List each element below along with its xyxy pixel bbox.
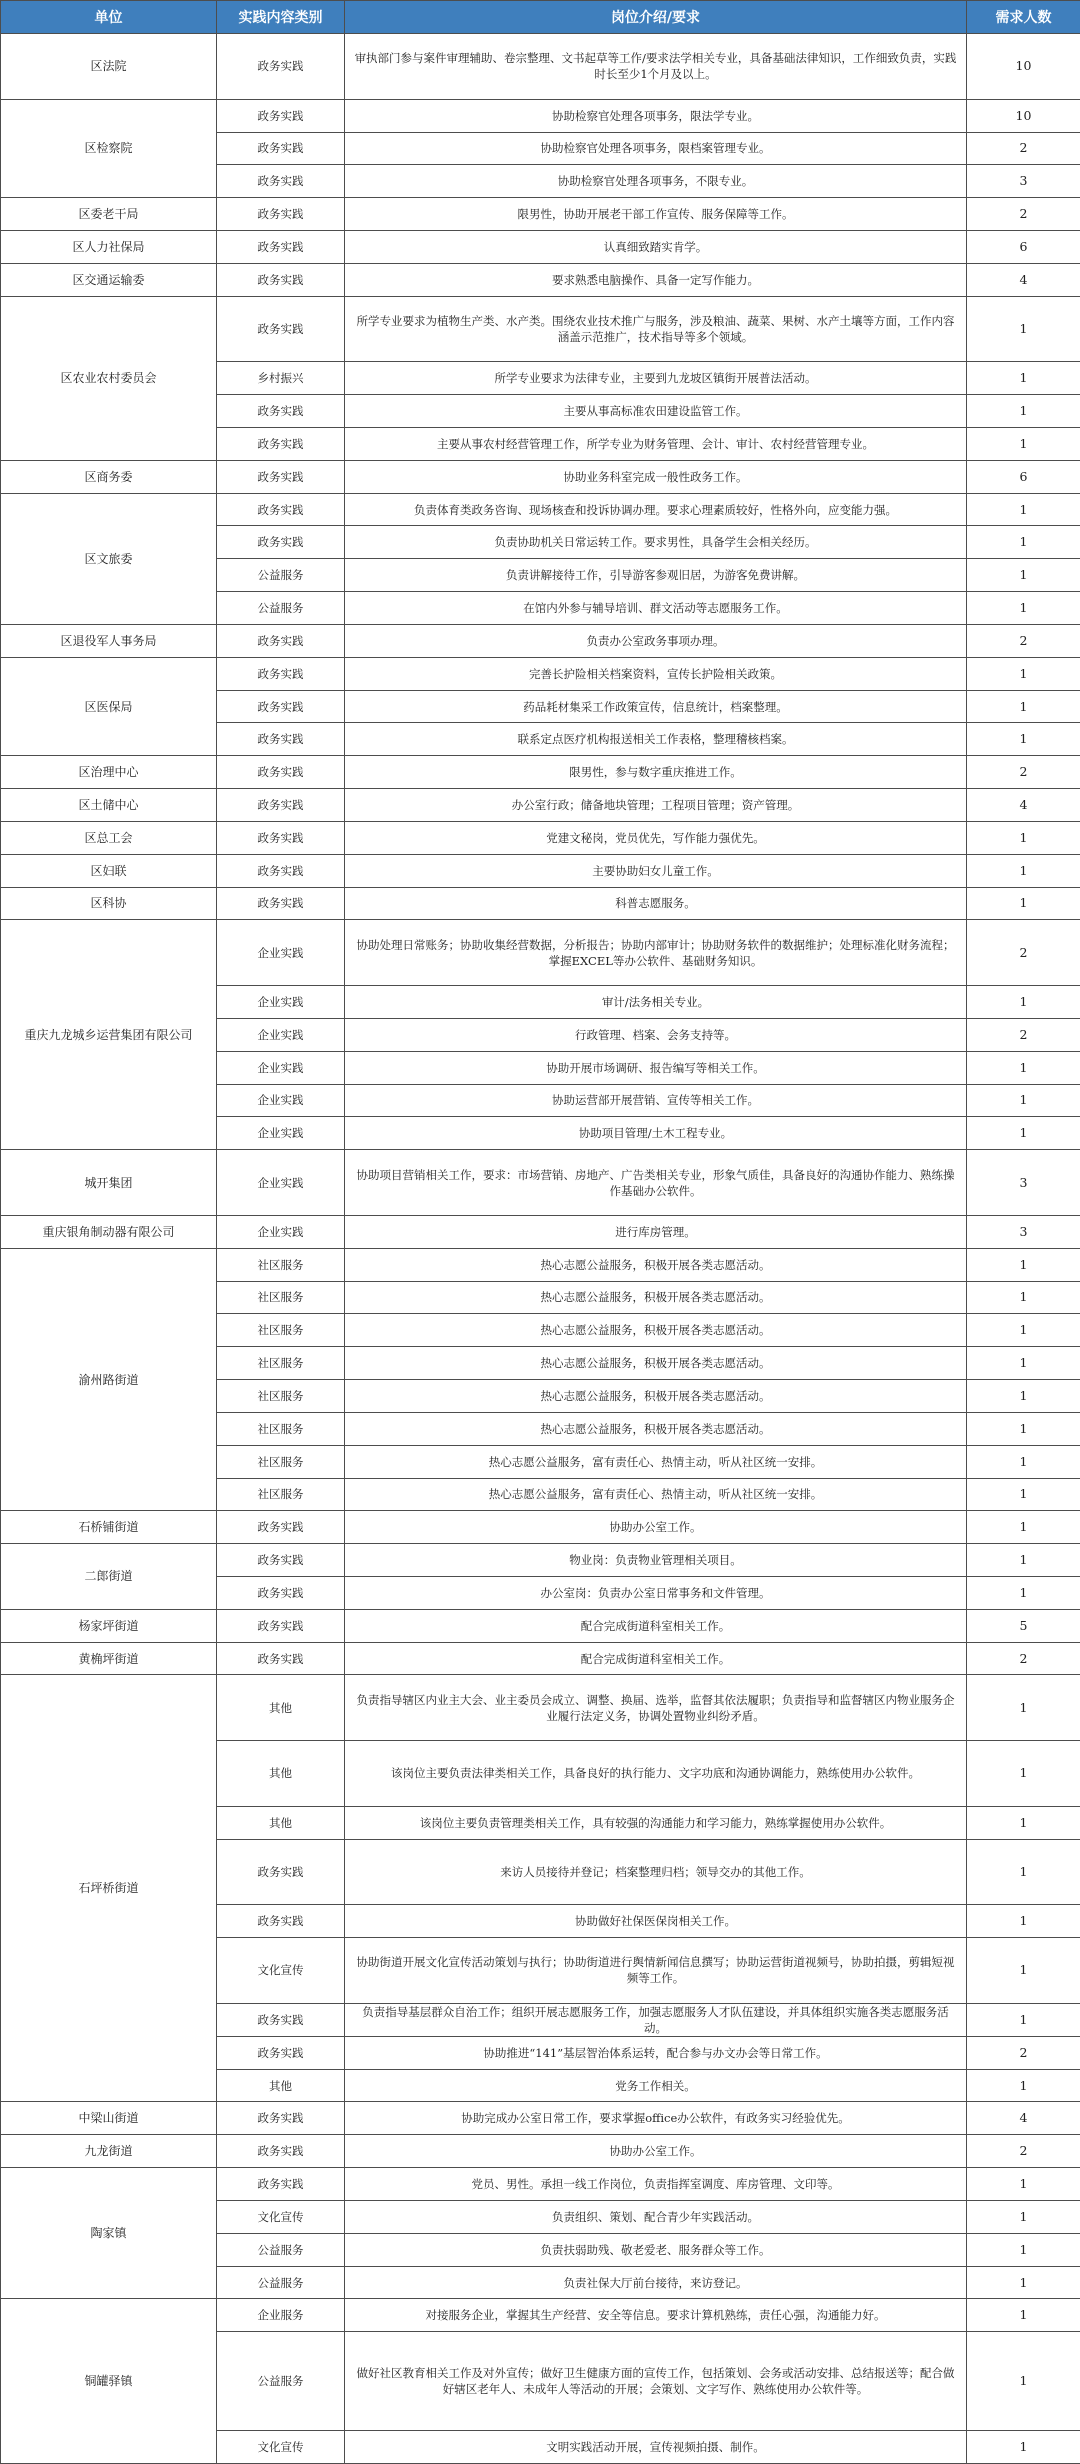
count-cell: 1 [967, 1380, 1080, 1413]
description-cell: 要求熟悉电脑操作、具备一定写作能力。 [345, 263, 967, 296]
category-cell: 政务实践 [217, 2036, 345, 2069]
count-cell: 1 [967, 493, 1080, 526]
table-row [1, 1248, 1080, 1281]
table-row [1, 1215, 1080, 1248]
table-row [1, 1609, 1080, 1642]
category-cell: 政务实践 [217, 2168, 345, 2201]
category-cell: 政务实践 [217, 2102, 345, 2135]
unit-cell: 重庆九龙城乡运营集团有限公司 [1, 920, 217, 1150]
description-cell: 行政管理、档案、会务支持等。 [345, 1018, 967, 1051]
category-cell: 社区服务 [217, 1314, 345, 1347]
unit-cell: 区农业农村委员会 [1, 296, 217, 460]
category-cell: 政务实践 [217, 460, 345, 493]
description-cell: 协助运营部开展营销、宣传等相关工作。 [345, 1084, 967, 1117]
description-cell: 热心志愿公益服务，富有责任心、热情主动，听从社区统一安排。 [345, 1445, 967, 1478]
count-cell: 1 [967, 1741, 1080, 1807]
description-cell: 对接服务企业，掌握其生产经营、安全等信息。要求计算机熟练，责任心强，沟通能力好。 [345, 2299, 967, 2332]
category-cell: 文化宣传 [217, 2430, 345, 2463]
count-cell: 4 [967, 2102, 1080, 2135]
description-cell: 限男性，参与数字重庆推进工作。 [345, 756, 967, 789]
category-cell: 企业实践 [217, 920, 345, 986]
count-cell: 6 [967, 460, 1080, 493]
category-cell: 政务实践 [217, 2135, 345, 2168]
count-cell: 1 [967, 1478, 1080, 1511]
count-cell: 1 [967, 2069, 1080, 2102]
category-cell: 政务实践 [217, 789, 345, 822]
description-cell: 党员、男性。承担一线工作岗位，负责指挥室调度、库房管理、文印等。 [345, 2168, 967, 2201]
table-row [1, 34, 1080, 100]
description-cell: 协助检察官处理各项事务，限法学专业。 [345, 99, 967, 132]
table-row [1, 887, 1080, 920]
unit-cell: 中梁山街道 [1, 2102, 217, 2135]
table-row [1, 789, 1080, 822]
count-cell: 1 [967, 1281, 1080, 1314]
unit-cell: 九龙街道 [1, 2135, 217, 2168]
count-cell: 2 [967, 1642, 1080, 1675]
count-cell: 2 [967, 198, 1080, 231]
category-cell: 公益服务 [217, 2332, 345, 2431]
count-cell: 1 [967, 2332, 1080, 2431]
description-cell: 做好社区教育相关工作及对外宣传；做好卫生健康方面的宣传工作，包括策划、会务或活动安排、总结报送等；配合做好辖区老年人、未成年人等活动的开展；会策划、文字写作、熟练使用办公软件等。 [345, 2332, 967, 2431]
table-row [1, 460, 1080, 493]
description-cell: 主要从事农村经营管理工作，所学专业为财务管理、会计、审计、农村经营管理专业。 [345, 427, 967, 460]
category-cell: 政务实践 [217, 427, 345, 460]
category-cell: 企业实践 [217, 1150, 345, 1216]
description-cell: 联系定点医疗机构报送相关工作表格，整理稽核档案。 [345, 723, 967, 756]
header-description: 岗位介绍/要求 [345, 1, 967, 34]
count-cell: 10 [967, 34, 1080, 100]
table-row [1, 198, 1080, 231]
unit-cell: 区妇联 [1, 854, 217, 887]
count-cell: 1 [967, 2233, 1080, 2266]
category-cell: 政务实践 [217, 165, 345, 198]
description-cell: 主要协助妇女儿童工作。 [345, 854, 967, 887]
category-cell: 政务实践 [217, 624, 345, 657]
table-row [1, 1544, 1080, 1577]
description-cell: 协助检察官处理各项事务，不限专业。 [345, 165, 967, 198]
count-cell: 4 [967, 789, 1080, 822]
count-cell: 2 [967, 2036, 1080, 2069]
table-row [1, 821, 1080, 854]
count-cell: 1 [967, 1839, 1080, 1905]
table-row [1, 230, 1080, 263]
category-cell: 政务实践 [217, 493, 345, 526]
unit-cell: 渝州路街道 [1, 1248, 217, 1511]
count-cell: 1 [967, 296, 1080, 362]
table-row [1, 624, 1080, 657]
description-cell: 办公室岗：负责办公室日常事务和文件管理。 [345, 1576, 967, 1609]
count-cell: 1 [967, 657, 1080, 690]
count-cell: 1 [967, 1051, 1080, 1084]
count-cell: 1 [967, 1806, 1080, 1839]
description-cell: 负责指导辖区内业主大会、业主委员会成立、调整、换届、选举，监督其依法履职；负责指导和监督辖区内物业服务企业履行法定义务，协调处置物业纠纷矛盾。 [345, 1675, 967, 1741]
description-cell: 进行库房管理。 [345, 1215, 967, 1248]
count-cell: 1 [967, 1314, 1080, 1347]
unit-cell: 区总工会 [1, 821, 217, 854]
count-cell: 1 [967, 2200, 1080, 2233]
category-cell: 政务实践 [217, 99, 345, 132]
count-cell: 1 [967, 1117, 1080, 1150]
description-cell: 热心志愿公益服务，积极开展各类志愿活动。 [345, 1412, 967, 1445]
count-cell: 1 [967, 2430, 1080, 2463]
description-cell: 负责组织、策划、配合青少年实践活动。 [345, 2200, 967, 2233]
count-cell: 1 [967, 1248, 1080, 1281]
count-cell: 1 [967, 1084, 1080, 1117]
description-cell: 协助业务科室完成一般性政务工作。 [345, 460, 967, 493]
header-count: 需求人数 [967, 1, 1080, 34]
category-cell: 政务实践 [217, 657, 345, 690]
count-cell: 1 [967, 1938, 1080, 2004]
category-cell: 社区服务 [217, 1347, 345, 1380]
description-cell: 党务工作相关。 [345, 2069, 967, 2102]
description-cell: 负责体育类政务咨询、现场核查和投诉协调办理。要求心理素质较好，性格外向，应变能力强。 [345, 493, 967, 526]
header-unit: 单位 [1, 1, 217, 34]
count-cell: 1 [967, 1412, 1080, 1445]
count-cell: 2 [967, 132, 1080, 165]
category-cell: 政务实践 [217, 198, 345, 231]
category-cell: 政务实践 [217, 230, 345, 263]
category-cell: 社区服务 [217, 1412, 345, 1445]
table-row [1, 99, 1080, 132]
category-cell: 政务实践 [217, 34, 345, 100]
description-cell: 限男性，协助开展老干部工作宣传、服务保障等工作。 [345, 198, 967, 231]
unit-cell: 区治理中心 [1, 756, 217, 789]
description-cell: 药品耗材集采工作政策宣传，信息统计，档案整理。 [345, 690, 967, 723]
description-cell: 负责讲解接待工作，引导游客参观旧居，为游客免费讲解。 [345, 559, 967, 592]
description-cell: 文明实践活动开展，宣传视频拍摄、制作。 [345, 2430, 967, 2463]
count-cell: 1 [967, 2299, 1080, 2332]
count-cell: 1 [967, 427, 1080, 460]
category-cell: 文化宣传 [217, 1938, 345, 2004]
category-cell: 政务实践 [217, 1576, 345, 1609]
count-cell: 2 [967, 920, 1080, 986]
description-cell: 配合完成街道科室相关工作。 [345, 1642, 967, 1675]
count-cell: 3 [967, 1215, 1080, 1248]
count-cell: 1 [967, 2003, 1080, 2036]
category-cell: 公益服务 [217, 2266, 345, 2299]
unit-cell: 铜罐驿镇 [1, 2299, 217, 2463]
description-cell: 该岗位主要负责法律类相关工作，具备良好的执行能力、文字功底和沟通协调能力，熟练使用办公软件。 [345, 1741, 967, 1807]
table-row [1, 2135, 1080, 2168]
table-row [1, 1511, 1080, 1544]
category-cell: 政务实践 [217, 1839, 345, 1905]
category-cell: 企业实践 [217, 1117, 345, 1150]
category-cell: 政务实践 [217, 690, 345, 723]
unit-cell: 石坪桥街道 [1, 1675, 217, 2102]
table-row [1, 2102, 1080, 2135]
description-cell: 所学专业要求为法律专业，主要到九龙坡区镇街开展普法活动。 [345, 362, 967, 395]
count-cell: 1 [967, 1905, 1080, 1938]
unit-cell: 黄桷坪街道 [1, 1642, 217, 1675]
unit-cell: 城开集团 [1, 1150, 217, 1216]
description-cell: 热心志愿公益服务，积极开展各类志愿活动。 [345, 1281, 967, 1314]
table-row [1, 854, 1080, 887]
unit-cell: 陶家镇 [1, 2168, 217, 2299]
count-cell: 6 [967, 230, 1080, 263]
description-cell: 协助项目营销相关工作，要求：市场营销、房地产、广告类相关专业，形象气质佳，具备良好的沟通协作能力、熟练操作基础办公软件。 [345, 1150, 967, 1216]
category-cell: 政务实践 [217, 132, 345, 165]
category-cell: 政务实践 [217, 1511, 345, 1544]
category-cell: 其他 [217, 1675, 345, 1741]
category-cell: 政务实践 [217, 395, 345, 428]
description-cell: 科普志愿服务。 [345, 887, 967, 920]
count-cell: 1 [967, 526, 1080, 559]
description-cell: 协助项目管理/土木工程专业。 [345, 1117, 967, 1150]
description-cell: 热心志愿公益服务，积极开展各类志愿活动。 [345, 1248, 967, 1281]
count-cell: 3 [967, 1150, 1080, 1216]
count-cell: 1 [967, 1576, 1080, 1609]
count-cell: 2 [967, 756, 1080, 789]
description-cell: 所学专业要求为植物生产类、水产类。围绕农业技术推广与服务，涉及粮油、蔬菜、果树、水产土壤等方面，工作内容涵盖示范推广，技术指导等多个领域。 [345, 296, 967, 362]
description-cell: 负责指导基层群众自治工作；组织开展志愿服务工作，加强志愿服务人才队伍建设，并具体组织实施各类志愿服务活动。 [345, 2003, 967, 2036]
unit-cell: 区文旅委 [1, 493, 217, 624]
table-row [1, 920, 1080, 986]
category-cell: 政务实践 [217, 1642, 345, 1675]
description-cell: 办公室行政；储备地块管理；工程项目管理；资产管理。 [345, 789, 967, 822]
count-cell: 1 [967, 1544, 1080, 1577]
category-cell: 其他 [217, 1741, 345, 1807]
category-cell: 企业实践 [217, 986, 345, 1019]
unit-cell: 区交通运输委 [1, 263, 217, 296]
category-cell: 企业实践 [217, 1215, 345, 1248]
description-cell: 负责社保大厅前台接待，来访登记。 [345, 2266, 967, 2299]
category-cell: 政务实践 [217, 1544, 345, 1577]
description-cell: 热心志愿公益服务，积极开展各类志愿活动。 [345, 1380, 967, 1413]
count-cell: 1 [967, 592, 1080, 625]
category-cell: 政务实践 [217, 2003, 345, 2036]
category-cell: 社区服务 [217, 1445, 345, 1478]
header-category: 实践内容类别 [217, 1, 345, 34]
category-cell: 社区服务 [217, 1281, 345, 1314]
category-cell: 企业实践 [217, 1084, 345, 1117]
unit-cell: 区人力社保局 [1, 230, 217, 263]
count-cell: 1 [967, 690, 1080, 723]
unit-cell: 二郎街道 [1, 1544, 217, 1610]
category-cell: 政务实践 [217, 1609, 345, 1642]
description-cell: 认真细致踏实肯学。 [345, 230, 967, 263]
category-cell: 社区服务 [217, 1478, 345, 1511]
description-cell: 审执部门参与案件审理辅助、卷宗整理、文书起草等工作/要求法学相关专业，具备基础法律知识，工作细致负责，实践时长至少1个月及以上。 [345, 34, 967, 100]
category-cell: 社区服务 [217, 1380, 345, 1413]
description-cell: 协助推进“141”基层智治体系运转，配合参与办文办会等日常工作。 [345, 2036, 967, 2069]
count-cell: 1 [967, 1445, 1080, 1478]
category-cell: 政务实践 [217, 1905, 345, 1938]
unit-cell: 区医保局 [1, 657, 217, 755]
category-cell: 社区服务 [217, 1248, 345, 1281]
count-cell: 1 [967, 2168, 1080, 2201]
description-cell: 完善长护险相关档案资料，宣传长护险相关政策。 [345, 657, 967, 690]
count-cell: 1 [967, 986, 1080, 1019]
description-cell: 协助办公室工作。 [345, 2135, 967, 2168]
unit-cell: 石桥铺街道 [1, 1511, 217, 1544]
count-cell: 1 [967, 723, 1080, 756]
category-cell: 乡村振兴 [217, 362, 345, 395]
description-cell: 热心志愿公益服务，积极开展各类志愿活动。 [345, 1314, 967, 1347]
description-cell: 协助街道开展文化宣传活动策划与执行；协助街道进行舆情新闻信息撰写；协助运营街道视频号，协助拍摄，剪辑短视频等工作。 [345, 1938, 967, 2004]
unit-cell: 区法院 [1, 34, 217, 100]
category-cell: 政务实践 [217, 854, 345, 887]
category-cell: 企业实践 [217, 1018, 345, 1051]
unit-cell: 杨家坪街道 [1, 1609, 217, 1642]
table-header-row [1, 1, 1080, 34]
unit-cell: 区科协 [1, 887, 217, 920]
category-cell: 企业服务 [217, 2299, 345, 2332]
count-cell: 1 [967, 362, 1080, 395]
description-cell: 党建文秘岗，党员优先，写作能力强优先。 [345, 821, 967, 854]
table-row [1, 1150, 1080, 1216]
count-cell: 1 [967, 1511, 1080, 1544]
category-cell: 政务实践 [217, 887, 345, 920]
table-body [1, 34, 1080, 2464]
count-cell: 1 [967, 887, 1080, 920]
description-cell: 负责办公室政务事项办理。 [345, 624, 967, 657]
category-cell: 公益服务 [217, 559, 345, 592]
category-cell: 企业实践 [217, 1051, 345, 1084]
count-cell: 1 [967, 2266, 1080, 2299]
table-row [1, 263, 1080, 296]
count-cell: 1 [967, 821, 1080, 854]
category-cell: 政务实践 [217, 821, 345, 854]
unit-cell: 重庆银角制动器有限公司 [1, 1215, 217, 1248]
description-cell: 审计/法务相关专业。 [345, 986, 967, 1019]
count-cell: 10 [967, 99, 1080, 132]
category-cell: 政务实践 [217, 723, 345, 756]
category-cell: 文化宣传 [217, 2200, 345, 2233]
category-cell: 政务实践 [217, 756, 345, 789]
description-cell: 在馆内外参与辅导培训、群文活动等志愿服务工作。 [345, 592, 967, 625]
count-cell: 1 [967, 1347, 1080, 1380]
table-row [1, 1675, 1080, 1741]
description-cell: 协助完成办公室日常工作，要求掌握office办公软件，有政务实习经验优先。 [345, 2102, 967, 2135]
unit-cell: 区退役军人事务局 [1, 624, 217, 657]
count-cell: 1 [967, 1675, 1080, 1741]
description-cell: 协助做好社保医保岗相关工作。 [345, 1905, 967, 1938]
count-cell: 3 [967, 165, 1080, 198]
unit-cell: 区检察院 [1, 99, 217, 197]
category-cell: 公益服务 [217, 2233, 345, 2266]
category-cell: 政务实践 [217, 263, 345, 296]
table-row [1, 657, 1080, 690]
category-cell: 其他 [217, 2069, 345, 2102]
table-row [1, 2299, 1080, 2332]
category-cell: 公益服务 [217, 592, 345, 625]
table-row [1, 296, 1080, 362]
category-cell: 其他 [217, 1806, 345, 1839]
count-cell: 2 [967, 2135, 1080, 2168]
description-cell: 协助开展市场调研、报告编写等相关工作。 [345, 1051, 967, 1084]
description-cell: 热心志愿公益服务，富有责任心、热情主动，听从社区统一安排。 [345, 1478, 967, 1511]
table-row [1, 493, 1080, 526]
table-row [1, 1642, 1080, 1675]
unit-cell: 区土储中心 [1, 789, 217, 822]
table-row [1, 2168, 1080, 2201]
description-cell: 协助处理日常账务；协助收集经营数据，分析报告；协助内部审计；协助财务软件的数据维护；处理标准化财务流程；掌握EXCEL等办公软件、基础财务知识。 [345, 920, 967, 986]
description-cell: 热心志愿公益服务，积极开展各类志愿活动。 [345, 1347, 967, 1380]
description-cell: 负责协助机关日常运转工作。要求男性，具备学生会相关经历。 [345, 526, 967, 559]
count-cell: 4 [967, 263, 1080, 296]
count-cell: 1 [967, 854, 1080, 887]
description-cell: 负责扶弱助残、敬老爱老、服务群众等工作。 [345, 2233, 967, 2266]
description-cell: 配合完成街道科室相关工作。 [345, 1609, 967, 1642]
description-cell: 来访人员接待并登记；档案整理归档；领导交办的其他工作。 [345, 1839, 967, 1905]
description-cell: 物业岗：负责物业管理相关项目。 [345, 1544, 967, 1577]
description-cell: 协助办公室工作。 [345, 1511, 967, 1544]
unit-cell: 区委老干局 [1, 198, 217, 231]
table-row [1, 756, 1080, 789]
count-cell: 1 [967, 559, 1080, 592]
category-cell: 政务实践 [217, 526, 345, 559]
description-cell: 协助检察官处理各项事务，限档案管理专业。 [345, 132, 967, 165]
count-cell: 2 [967, 624, 1080, 657]
category-cell: 政务实践 [217, 296, 345, 362]
unit-cell: 区商务委 [1, 460, 217, 493]
description-cell: 主要从事高标准农田建设监管工作。 [345, 395, 967, 428]
count-cell: 2 [967, 1018, 1080, 1051]
count-cell: 5 [967, 1609, 1080, 1642]
count-cell: 1 [967, 395, 1080, 428]
description-cell: 该岗位主要负责管理类相关工作，具有较强的沟通能力和学习能力，熟练掌握使用办公软件。 [345, 1806, 967, 1839]
